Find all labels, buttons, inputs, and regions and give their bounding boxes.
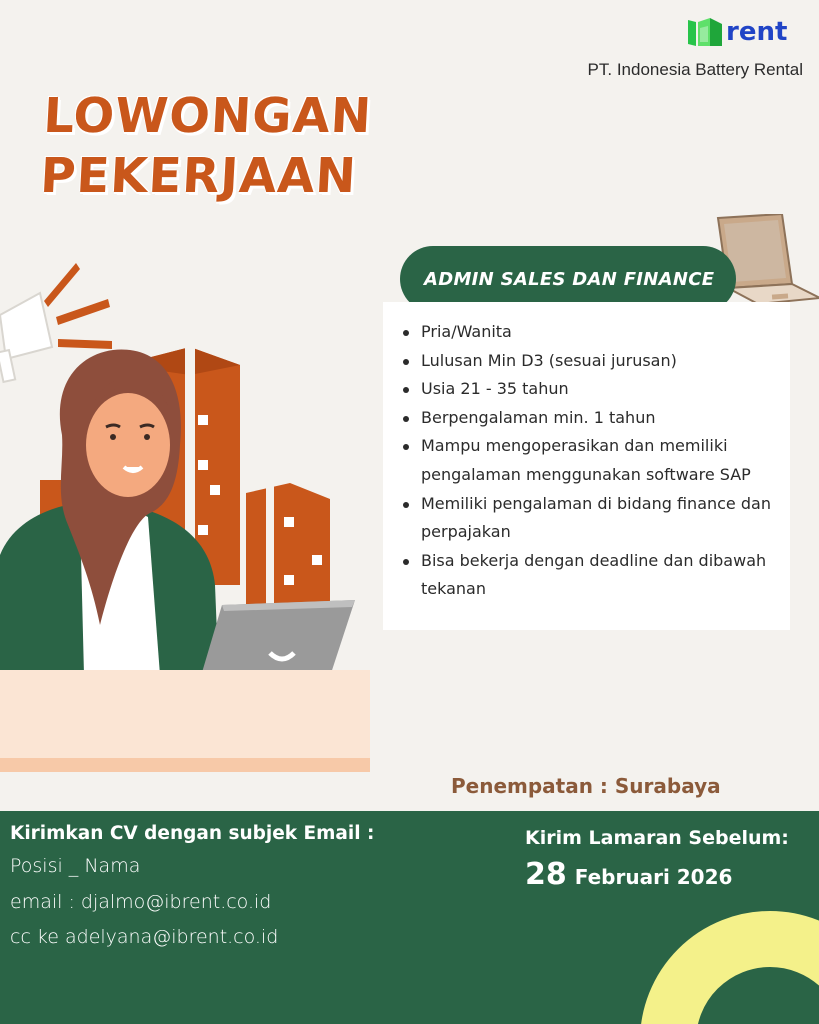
requirements-list [383, 302, 790, 604]
email-address[interactable]: email : djalmo@ibrent.co.id [10, 891, 272, 913]
requirement-item: Memiliki pengalaman di bidang finance dan perpajakan [403, 490, 778, 547]
requirement-item: Bisa bekerja dengan deadline dan dibawah tekanan [403, 547, 778, 604]
placement-location: Penempatan : Surabaya [451, 774, 721, 798]
application-footer [0, 811, 819, 1024]
logo-text: rent [726, 17, 788, 47]
title-line-1: LOWONGAN [42, 88, 374, 144]
job-title: ADMIN SALES DAN FINANCE [424, 268, 715, 290]
title-line-2: PEKERJAAN [38, 148, 359, 204]
requirement-item: Berpengalaman min. 1 tahun [403, 404, 778, 433]
deadline-month-year: Februari 2026 [574, 865, 733, 889]
deadline-day: 28 [525, 857, 567, 892]
requirement-item: Lulusan Min D3 (sesuai jurusan) [403, 347, 778, 376]
deadline-date [525, 857, 732, 892]
company-name: PT. Indonesia Battery Rental [587, 60, 803, 79]
requirements-card [383, 302, 790, 630]
requirement-item: Usia 21 - 35 tahun [403, 375, 778, 404]
logo-mark-icon [688, 16, 724, 48]
requirement-item: Pria/Wanita [403, 318, 778, 347]
email-subject-format: Posisi _ Nama [10, 855, 141, 877]
company-logo [688, 14, 798, 50]
deadline-heading: Kirim Lamaran Sebelum: [525, 827, 789, 849]
desk [0, 670, 370, 772]
decorative-ring [640, 911, 819, 1024]
cc-email-address[interactable]: cc ke adelyana@ibrent.co.id [10, 926, 279, 948]
desk-edge [0, 758, 370, 772]
requirement-item: Mampu mengoperasikan dan memiliki pengalaman menggunakan software SAP [403, 432, 778, 489]
cv-instructions-heading: Kirimkan CV dengan subjek Email : [10, 823, 375, 844]
page-title [39, 86, 385, 206]
